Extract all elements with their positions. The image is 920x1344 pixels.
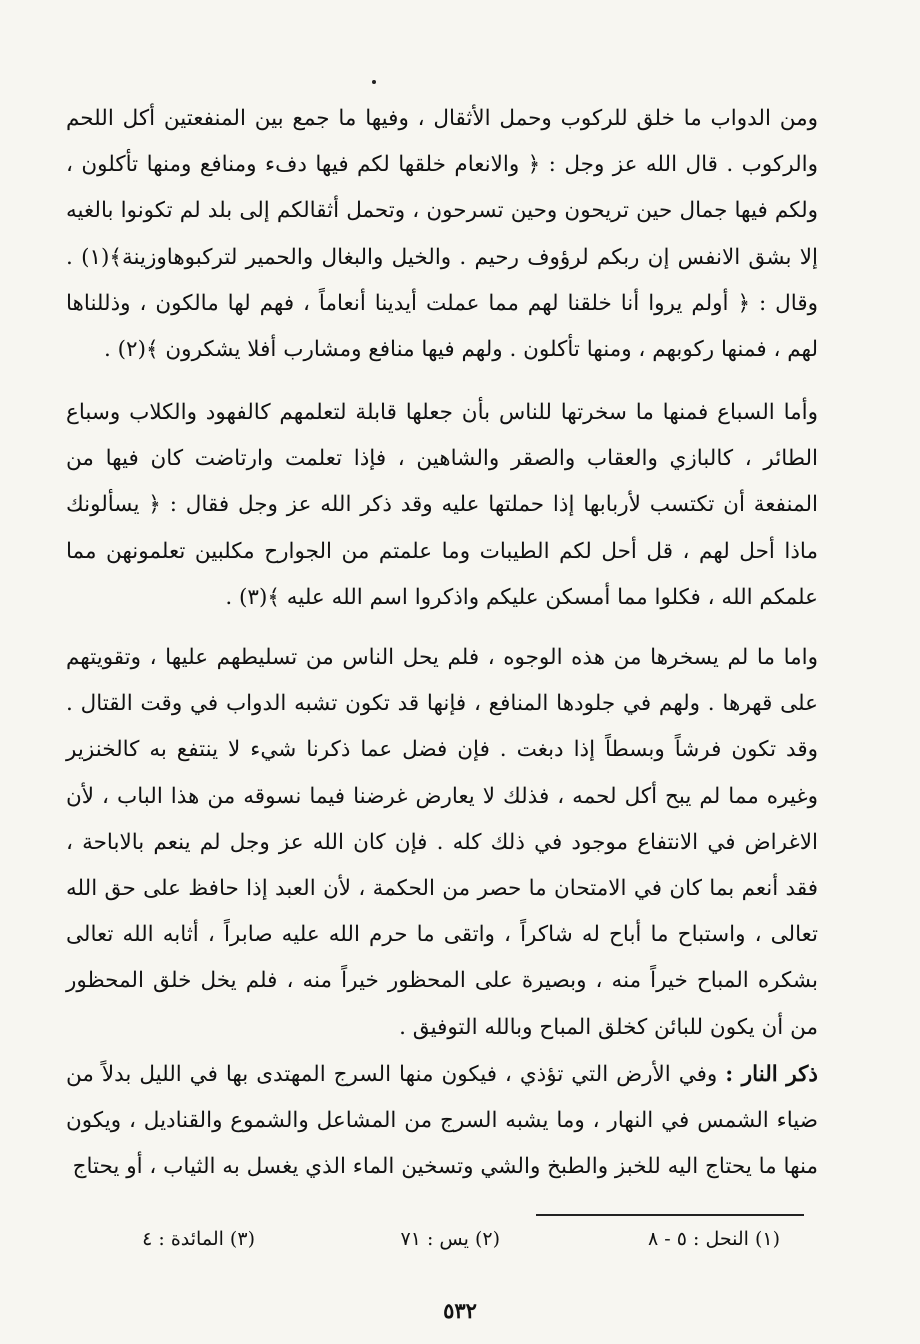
- footnote-2: (٢) يس : ٧١: [400, 1228, 500, 1250]
- footnote-1: (١) النحل : ٥ - ٨: [648, 1228, 780, 1250]
- paragraph-riding-animals: ومن الدواب ما خلق للركوب وحمل الأثقال ، وفيها ما جمع بين المنفعتين أكل اللحم والركوب . قال الله عز وجل : ﴿ والانعام خلقها لكم فيها دفء ومنافع ومنها تأكلون ، ولكم فيها جمال حين تريحون وحين تسرحون ، وتحمل أثقالكم إلى بلد لم تكونوا بالغيه إلا بشق الانفس إن ربكم لرؤوف رحيم . والخيل والبغال والحمير لتركبوهاوزينة﴾(١) . وقال : ﴿ أولم يروا أنا خلقنا لهم مما عملت أيدينا أنعاماً ، فهم لها مالكون ، وذللناها لهم ، فمنها ركوبهم ، ومنها تأكلون . ولهم فيها منافع ومشارب أفلا يشكرون ﴾(٢) .: [66, 106, 818, 363]
- footnotes: [60, 1228, 800, 1262]
- paragraph-fire-text: وفي الأرض التي تؤذي ، فيكون منها السرج المهتدى بها في الليل بدلاً من ضياء الشمس في النهار ، وما يشبه السرج من المشاعل والشموع والقناديل ، ويكون منها ما يحتاج اليه للخبز والطبخ والشي وتسخين الماء الذي يغسل به الثياب ، أو يحتاج: [66, 1062, 818, 1180]
- section-heading: ذكر النار :: [725, 1062, 818, 1087]
- ink-dot: [372, 80, 376, 84]
- footnote-3: (٣) المائدة : ٤: [142, 1228, 255, 1250]
- page-number: ٥٣٢: [443, 1298, 477, 1323]
- paragraph-fire: [66, 1052, 818, 1191]
- paragraph-beasts-of-prey: وأما السباع فمنها ما سخرتها للناس بأن جعلها قابلة لتعلمهم كالفهود والكلاب وسباع الطائر ، كالبازي والعقاب والصقر والشاهين ، فإذا تعلمت وارتاضت كان فيها من المنفعة أن تكتسب لأربابها إذا حملتها عليه وقد ذكر الله عز وجل فقال : ﴿ يسألونك ماذا أحل لهم ، قل أحل لكم الطيبات وما علمتم من الجوارح مكلبين تعلمونهن مما علمكم الله ، فكلوا مما أمسكن عليكم واذكروا اسم الله عليه ﴾(٣) .: [66, 400, 818, 610]
- footnote-divider: [536, 1214, 804, 1216]
- paragraph-unsubdued-animals: واما ما لم يسخرها من هذه الوجوه ، فلم يحل الناس من تسليطهم عليها ، وتقويتهم على قهرها . ولهم في جلودها المنافع ، فإنها قد تكون تشبه الدواب في وقت القتال . وقد تكون فرشاً وبسطاً إذا دبغت . فإن فضل عما ذكرنا شيء لا ينتفع به كالخنزير وغيره مما لم يبح أكل لحمه ، فذلك لا يعارض غرضنا فيما نسوقه من هذا الباب ، لأن الاغراض في الانتفاع موجود في ذلك كله . فإن كان الله عز وجل لم ينعم بالاباحة ، فقد أنعم بما كان في الامتحان ما حصر من الحكمة ، لأن العبد إذا حافظ على حق الله تعالى ، واستباح ما أباح له شاكراً ، واتقى ما حرم الله عليه صابراً ، أثابه الله تعالى بشكره المباح خيراً منه ، وبصيرة على المحظور خيراً منه ، فلم يخل خلق المحظور من أن يكون للبائن كخلق المباح وبالله التوفيق .: [66, 645, 818, 1040]
